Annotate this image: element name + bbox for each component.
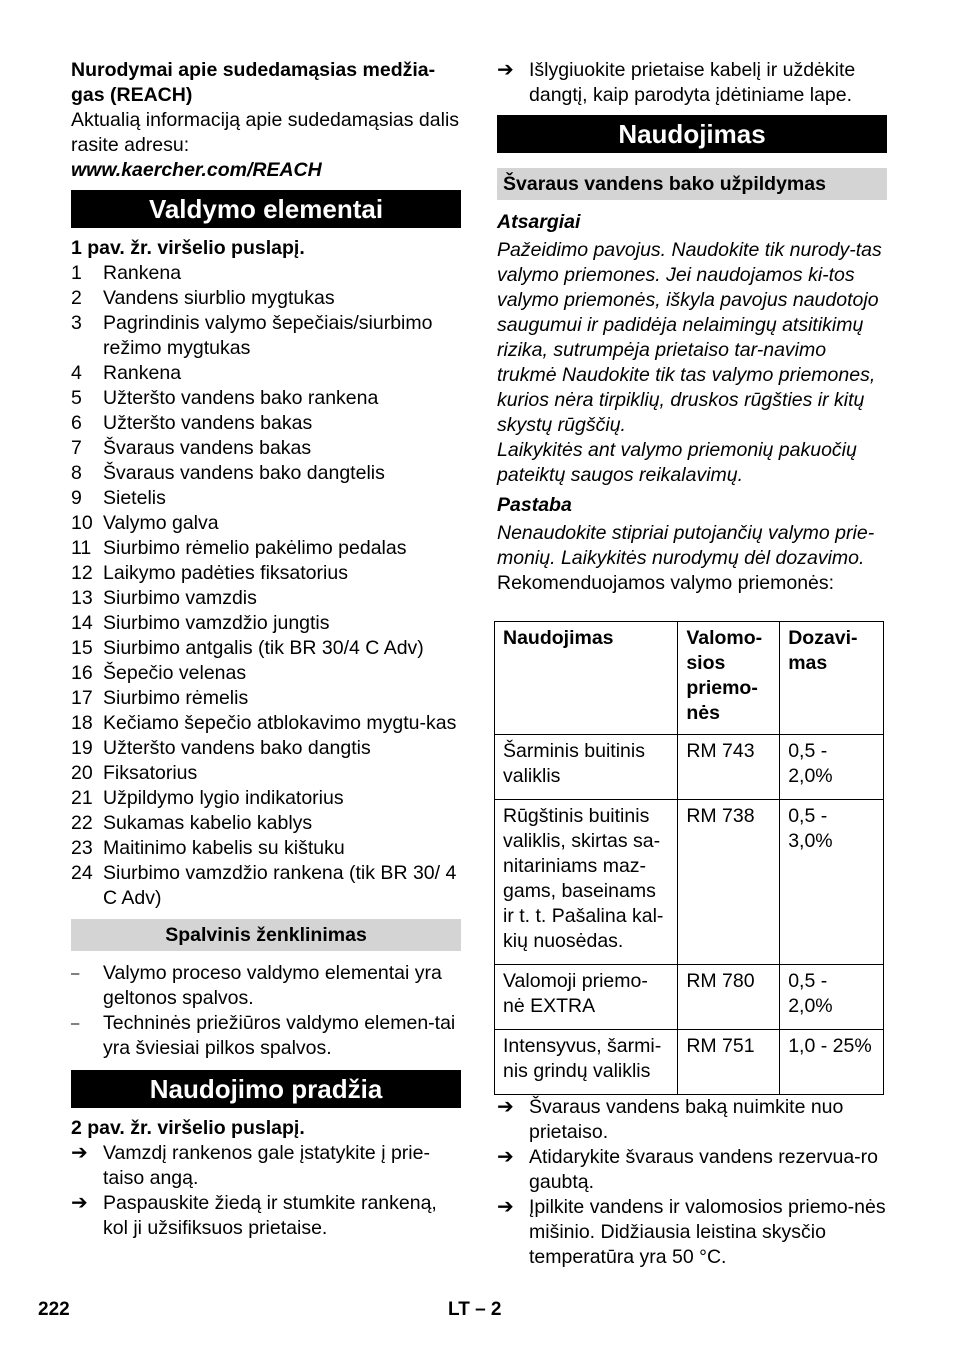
item-text: Valymo proceso valdymo elementai yra geltonos spalvos. bbox=[103, 962, 442, 1009]
item-number: 21 bbox=[71, 787, 93, 809]
step-text: Vamzdį rankenos gale įstatykite į prie-taiso angą. bbox=[103, 1142, 430, 1189]
item-number: 2 bbox=[71, 287, 82, 309]
recommended-text: Rekomenduojamos valymo priemonės: bbox=[497, 572, 835, 594]
item-label: Siurbimo vamzdžio jungtis bbox=[103, 612, 330, 634]
item-number: 8 bbox=[71, 462, 82, 484]
table-row bbox=[495, 735, 884, 800]
item-label: Sietelis bbox=[103, 487, 166, 509]
table-cell: 0,5 - 2,0% bbox=[780, 965, 884, 1030]
list-item bbox=[71, 486, 461, 511]
color-coding-list bbox=[71, 961, 461, 1061]
item-label: Užteršto vandens bako rankena bbox=[103, 387, 379, 409]
item-number: 24 bbox=[71, 862, 93, 884]
list-item bbox=[71, 386, 461, 411]
table-cell: Šarminis buitinis valiklis bbox=[495, 735, 678, 800]
list-item bbox=[71, 686, 461, 711]
item-label: Šepečio velenas bbox=[103, 662, 247, 684]
arrow-right-icon: ➔ bbox=[497, 59, 514, 81]
item-label: Užpildymo lygio indikatorius bbox=[103, 787, 344, 809]
right-column bbox=[497, 58, 887, 1270]
caution-label: Atsargiai bbox=[497, 211, 581, 233]
item-number: 7 bbox=[71, 437, 82, 459]
table-cell: Rūgštinis buitinis valiklis, skirtas sa-nitariniams maz-gams, baseinams ir t. t. Pašalina kal-kių nuosėdas. bbox=[495, 800, 678, 965]
arrow-right-icon: ➔ bbox=[497, 1196, 514, 1218]
item-number: 16 bbox=[71, 662, 93, 684]
item-number: 1 bbox=[71, 262, 82, 284]
table-cell: Intensyvus, šarmi-nis grindų valiklis bbox=[495, 1030, 678, 1095]
list-item bbox=[71, 261, 461, 286]
table-cell: 1,0 - 25% bbox=[780, 1030, 884, 1095]
note-text: Nenaudokite stipriai putojančių valymo prie-monių. Laikykitės nurodymų dėl dozavimo. bbox=[497, 522, 875, 569]
list-item bbox=[71, 661, 461, 686]
color-coding-heading: Spalvinis ženklinimas bbox=[71, 919, 461, 951]
item-label: Laikymo padėties fiksatorius bbox=[103, 562, 348, 584]
item-label: Rankena bbox=[103, 362, 182, 384]
item-number: 19 bbox=[71, 737, 93, 759]
list-item bbox=[71, 761, 461, 786]
table-header-agent: Valomo-sios priemo-nės bbox=[678, 622, 780, 735]
item-label: Fiksatorius bbox=[103, 762, 198, 784]
table-cell: RM 738 bbox=[678, 800, 780, 965]
step-item bbox=[497, 58, 887, 108]
item-number: 12 bbox=[71, 562, 93, 584]
table-cell: RM 751 bbox=[678, 1030, 780, 1095]
table-row bbox=[495, 800, 884, 965]
step-item bbox=[497, 1195, 887, 1270]
reach-text: Aktualią informaciją apie sudedamąsias dalis rasite adresu: bbox=[71, 109, 460, 156]
table-cell: RM 780 bbox=[678, 965, 780, 1030]
list-item bbox=[71, 836, 461, 861]
item-label: Pagrindinis valymo šepečiais/siurbimo režimo mygtukas bbox=[103, 312, 433, 359]
table-cell: Valomoji priemo-nė EXTRA bbox=[495, 965, 678, 1030]
fig2-reference: 2 pav. žr. viršelio puslapį. bbox=[71, 1117, 305, 1139]
step-text: Švaraus vandens baką nuimkite nuo prietaiso. bbox=[529, 1096, 844, 1143]
dash-bullet: – bbox=[71, 1015, 80, 1032]
list-item bbox=[71, 561, 461, 586]
reach-title: Nurodymai apie sudedamąsias medžia-gas (REACH) bbox=[71, 59, 436, 106]
list-item bbox=[71, 286, 461, 311]
language-page-label: LT – 2 bbox=[448, 1299, 502, 1320]
list-item bbox=[71, 636, 461, 661]
caution-text: Pažeidimo pavojus. Naudokite tik nurody-tas valymo priemones. Jei naudojamos ki-tos valymo priemonės, iškyla pavojus naudotojo saugumui ir padidėja nelaimingų atsitikimų rizika, sutrumpėja prietaiso tar-navimo trukmė Naudokite tik tas valymo priemones, kurios nėra tirpiklių, druskos rūgšties ir kitų skystų rūgščių. bbox=[497, 239, 882, 436]
list-item bbox=[71, 361, 461, 386]
table-cell: RM 743 bbox=[678, 735, 780, 800]
step-text: Išlygiuokite prietaise kabelį ir uždėkite dangtį, kaip parodyta įdėtiniame lape. bbox=[529, 59, 856, 106]
item-text: Techninės priežiūros valdymo elemen-tai yra šviesiai pilkos spalvos. bbox=[103, 1012, 456, 1059]
item-number: 18 bbox=[71, 712, 93, 734]
table-row bbox=[495, 1030, 884, 1095]
item-number: 10 bbox=[71, 512, 93, 534]
list-item bbox=[71, 461, 461, 486]
fig1-reference: 1 pav. žr. viršelio puslapį. bbox=[71, 237, 305, 259]
item-number: 11 bbox=[71, 537, 92, 559]
step-item bbox=[71, 1191, 461, 1241]
step-text: Įpilkite vandens ir valomosios priemo-nės mišinio. Didžiausia leistina skysčio temperatūra yra 50 °C. bbox=[529, 1196, 886, 1268]
item-label: Užteršto vandens bako dangtis bbox=[103, 737, 371, 759]
item-label: Siurbimo rėmelis bbox=[103, 687, 249, 709]
step-item bbox=[71, 1141, 461, 1191]
table-cell: 0,5 - 2,0% bbox=[780, 735, 884, 800]
list-item bbox=[71, 961, 461, 1011]
list-item bbox=[71, 811, 461, 836]
item-label: Siurbimo vamzdis bbox=[103, 587, 257, 609]
page-number: 222 bbox=[38, 1299, 70, 1320]
table-header-usage: Naudojimas bbox=[495, 622, 678, 735]
item-number: 14 bbox=[71, 612, 93, 634]
cleaning-agents-table bbox=[494, 621, 884, 1095]
item-label: Vandens siurblio mygtukas bbox=[103, 287, 335, 309]
reach-url[interactable]: www.kaercher.com/REACH bbox=[71, 159, 322, 181]
controls-list bbox=[71, 261, 461, 911]
item-label: Maitinimo kabelis su kištuku bbox=[103, 837, 345, 859]
item-number: 17 bbox=[71, 687, 93, 709]
list-item bbox=[71, 1011, 461, 1061]
step-text: Paspauskite žiedą ir stumkite rankeną, kol ji užsifiksuos prietaise. bbox=[103, 1192, 437, 1239]
step-item bbox=[497, 1145, 887, 1195]
table-cell: 0,5 - 3,0% bbox=[780, 800, 884, 965]
list-item bbox=[71, 861, 461, 911]
list-item bbox=[71, 536, 461, 561]
arrow-right-icon: ➔ bbox=[497, 1146, 514, 1168]
left-column bbox=[71, 58, 461, 1241]
item-label: Užteršto vandens bakas bbox=[103, 412, 313, 434]
item-number: 5 bbox=[71, 387, 82, 409]
list-item bbox=[71, 411, 461, 436]
arrow-right-icon: ➔ bbox=[497, 1096, 514, 1118]
startup-heading: Naudojimo pradžia bbox=[71, 1070, 461, 1108]
step-item bbox=[497, 1095, 887, 1145]
item-number: 15 bbox=[71, 637, 93, 659]
item-label: Siurbimo antgalis (tik BR 30/4 C Adv) bbox=[103, 637, 424, 659]
table-row bbox=[495, 965, 884, 1030]
usage-heading: Naudojimas bbox=[497, 115, 887, 153]
item-label: Rankena bbox=[103, 262, 182, 284]
item-number: 20 bbox=[71, 762, 93, 784]
list-item bbox=[71, 736, 461, 761]
list-item bbox=[71, 311, 461, 361]
item-number: 23 bbox=[71, 837, 93, 859]
note-label: Pastaba bbox=[497, 494, 572, 516]
item-label: Siurbimo vamzdžio rankena (tik BR 30/ 4 C Adv) bbox=[103, 862, 457, 909]
top-steps bbox=[497, 58, 887, 108]
table-header-dosage: Dozavi-mas bbox=[780, 622, 884, 735]
step-text: Atidarykite švaraus vandens rezervua-ro gaubtą. bbox=[529, 1146, 878, 1193]
arrow-right-icon: ➔ bbox=[71, 1142, 88, 1164]
item-number: 13 bbox=[71, 587, 93, 609]
fill-tank-heading: Švaraus vandens bako užpildymas bbox=[497, 168, 887, 200]
arrow-right-icon: ➔ bbox=[71, 1192, 88, 1214]
list-item bbox=[71, 586, 461, 611]
bottom-steps bbox=[497, 1095, 887, 1270]
list-item bbox=[71, 711, 461, 736]
item-number: 3 bbox=[71, 312, 82, 334]
item-label: Kečiamo šepečio atblokavimo mygtu-kas bbox=[103, 712, 457, 734]
list-item bbox=[71, 511, 461, 536]
caution-text-2: Laikykitės ant valymo priemonių pakuočių pateiktų saugos reikalavimų. bbox=[497, 439, 857, 486]
item-number: 6 bbox=[71, 412, 82, 434]
item-label: Valymo galva bbox=[103, 512, 219, 534]
list-item bbox=[71, 436, 461, 461]
startup-steps bbox=[71, 1141, 461, 1241]
item-number: 22 bbox=[71, 812, 93, 834]
item-label: Švaraus vandens bakas bbox=[103, 437, 312, 459]
table-header-row bbox=[495, 622, 884, 735]
controls-heading: Valdymo elementai bbox=[71, 190, 461, 228]
item-label: Sukamas kabelio kablys bbox=[103, 812, 313, 834]
item-label: Švaraus vandens bako dangtelis bbox=[103, 462, 385, 484]
dash-bullet: – bbox=[71, 965, 80, 982]
list-item bbox=[71, 786, 461, 811]
item-number: 4 bbox=[71, 362, 82, 384]
list-item bbox=[71, 611, 461, 636]
item-number: 9 bbox=[71, 487, 82, 509]
item-label: Siurbimo rėmelio pakėlimo pedalas bbox=[103, 537, 407, 559]
